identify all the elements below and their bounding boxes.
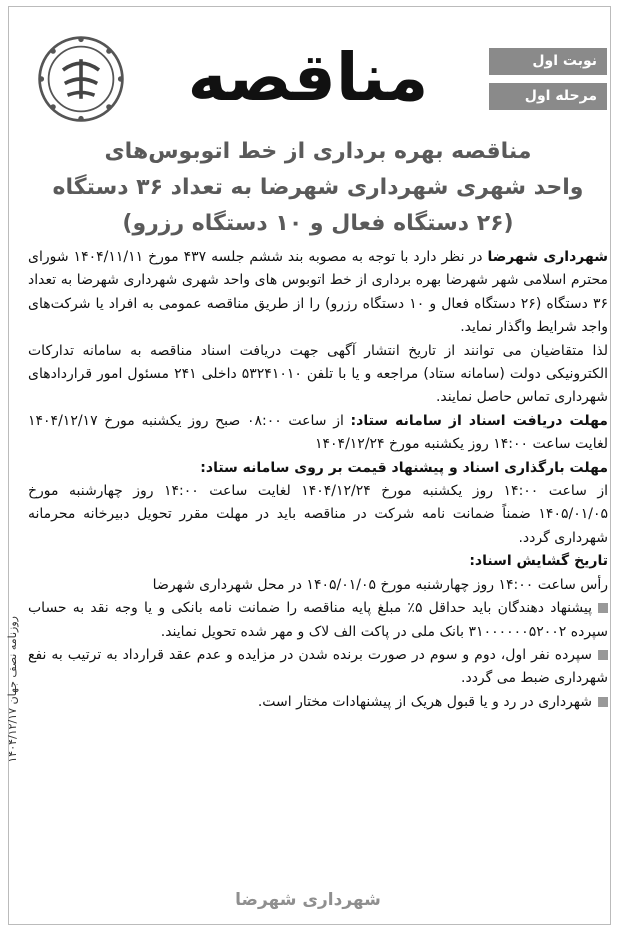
stage-badge: مرحله اول <box>489 83 607 110</box>
upload-deadline-text: از ساعت ۱۴:۰۰ روز یکشنبه مورخ ۱۴۰۴/۱۲/۲۴ لغایت ساعت ۱۴:۰۰ روز چهارشنبه مورخ ۱۴۰۵/۰۱/۰۵ ضمناً ضمانت نامه شرکت در مناقصه باید در مهلت مقرر تحویل دبیرخانه محرمانه شهرداری گردد. <box>28 483 608 546</box>
square-bullet-icon <box>598 650 608 660</box>
footer-signature: شهرداری شهرضا <box>235 890 381 910</box>
round-badge: نوبت اول <box>489 48 607 75</box>
square-bullet-icon <box>598 697 608 707</box>
bullet-2-text: سپرده نفر اول، دوم و سوم در صورت برنده شدن در مزایده و عدم عقد قرارداد به ترتیب به نفع شهرداری ضبط می گردد. <box>28 646 608 687</box>
download-deadline-text: از ساعت ۰۸:۰۰ صبح روز یکشنبه مورخ ۱۴۰۴/۱۲/۱۷ لغایت ساعت ۱۴:۰۰ روز یکشنبه مورخ ۱۴۰۴/۱۲/۲۴ <box>28 412 608 453</box>
municipality-seal-icon <box>36 34 126 124</box>
page-title: مناقصه <box>187 39 429 116</box>
advertisement-sheet <box>8 6 611 925</box>
download-deadline <box>28 410 608 457</box>
upload-deadline-heading: مهلت بارگذاری اسناد و پیشنهاد قیمت بر روی سامانه ستاد: <box>200 459 608 476</box>
subtitle-line-3: (۲۶ دستگاه فعال و ۱۰ دستگاه رزرو) <box>122 211 514 236</box>
square-bullet-icon <box>598 603 608 613</box>
list-item <box>28 644 608 691</box>
download-deadline-heading: مهلت دریافت اسناد از سامانه ستاد: <box>350 412 608 429</box>
intro-paragraph <box>28 246 608 340</box>
opening-date-text: رأس ساعت ۱۴:۰۰ روز چهارشنبه مورخ ۱۴۰۵/۰۱/۰۵ در محل شهرداری شهرضا <box>152 576 608 593</box>
side-note <box>6 616 26 776</box>
contact-paragraph: لذا متقاضیان می توانند از تاریخ انتشار آگهی جهت دریافت اسناد مناقصه به سامانه تدارکات الکترونیکی دولت (سامانه ستاد) مراجعه و یا با تلفن ۵۳۲۴۱۰۱۰ داخلی ۲۴۱ مسئول امور قراردادهای شهرداری تماس حاصل نمایند. <box>28 342 609 406</box>
subtitle-line-2: واحد شهری شهرداری شهرضا به تعداد ۳۶ دستگاه <box>52 175 584 200</box>
side-note-text: روزنامه نصف جهان ۱۴۰۴/۱۲/۱۷ <box>6 616 19 763</box>
opening-date-heading: تاریخ گشایش اسناد: <box>469 553 608 570</box>
tender-subtitle <box>28 134 608 242</box>
list-item <box>28 597 608 644</box>
intro-text: در نظر دارد با توجه به مصوبه بند ششم جلسه ۴۳۷ مورخ ۱۴۰۴/۱۱/۱۱ شورای محترم اسلامی شهر شهرضا بهره برداری از خط اتوبوس های واحد شهری شهرداری شهرضا به تعداد ۳۶ دستگاه (۲۶ دستگاه فعال و ۱۰ دستگاه رزرو) را از طریق مناقصه عمومی به افراد یا شرکت‌های واجد شرایط واگذار نماید. <box>28 249 608 336</box>
bullet-3-text: شهرداری در رد و یا قبول هریک از پیشنهادات مختار است. <box>257 693 592 710</box>
subtitle-line-1: مناقصه بهره برداری از خط اتوبوس‌های <box>104 139 532 164</box>
municipality-name: شهرداری شهرضا <box>487 249 608 265</box>
tender-body <box>28 246 608 714</box>
bullet-1-text: پیشنهاد دهندگان باید حداقل ۵٪ مبلغ پایه مناقصه را ضمانت نامه بانکی و یا وجه نقد به حساب سپرده ۳۱۰۰۰۰۰۰۵۲۰۰۲ بانک ملی در پاکت الف لاک و مهر شده تحویل نمایند. <box>28 600 608 640</box>
list-item <box>28 691 608 714</box>
